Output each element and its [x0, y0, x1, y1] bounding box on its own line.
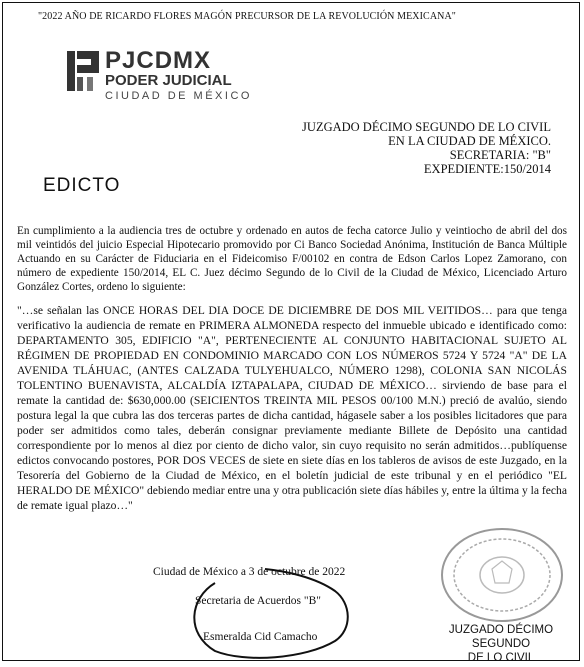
- logo-acronym: PJCDMX: [105, 47, 212, 74]
- document-page: [2, 2, 580, 664]
- court-line-3: SECRETARIA: "B": [449, 148, 551, 162]
- court-heading: [302, 120, 551, 176]
- court-line-4: EXPEDIENTE:150/2014: [423, 162, 551, 176]
- header-motto: "2022 AÑO DE RICARDO FLORES MAGÓN PRECURSOR DE LA REVOLUCIÓN MEXICANA": [38, 11, 456, 22]
- court-line-1: JUZGADO DÉCIMO SEGUNDO DE LO CIVIL: [302, 120, 551, 134]
- body-paragraph: "…se señalan las ONCE HORAS DEL DIA DOCE DE DICIEMBRE DE DOS MIL VEITIDOS… para que tenga verificativo la audiencia de remate en PRIMERA ALMONEDA respecto del inmueble ubicado e identificado como: DEPARTAMENTO 305, EDIFICIO "A", PERTENECIENTE AL CONJUNTO HABITACIONAL SUJETO AL RÉGIMEN DE PROPIEDAD EN CONDOMINIO MARCADO CON LOS NÚMEROS 5724 Y 5724 "A" DE LA AVENIDA TLÁHUAC, (ANTES CALZADA TULYEHUALCO, NÚMERO 1298), COLONIA SAN NICOLÁS TOLENTINO BUENAVISTA, ALCALDÍA IZTAPALAPA, CIUDAD DE MÉXICO… sirviendo de base para el remate la cantidad de: $630,000.00 (SEICIENTOS TREINTA MIL PESOS 00/100 M.N.) preció de avalúo, siendo postura legal la que cubra las dos terceras partes de dicha cantidad, hágasele saber a los posibles licitadores que para poder ser admitidos como tales, deberán consignar previamente mediante Billete de Depósito una cantidad correspondiente por lo menos al diez por ciento de dicho valor, sin cuyo requisito no serán admitidos…publíquense edictos convocando postores, POR DOS VECES de siete en siete días en los tableros de avisos de este Juzgado, en la Tesorería del Gobierno de la Ciudad de México, en el boletín judicial de este tribunal y en el periódico "EL HERALDO DE MÉXICO" debiendo mediar entre una y otra publicación siete días hábiles y, entre la última y la fecha de remate igual plazo…": [17, 303, 568, 512]
- document-title: EDICTO: [43, 175, 121, 196]
- stamp-caption-line-1: JUZGADO DÉCIMO SEGUNDO: [448, 624, 554, 650]
- intro-paragraph: En cumplimiento a la audiencia tres de octubre y ordenado en autos de fecha catorce Julio y veintiocho de abril del dos mil veintidós del juicio Especial Hipotecario promovido por Ci Banco Sociedad Anónima, Institución de Banca Múltiple Actuando en su Carácter de Fiduciaria en el Fideicomiso F/00102 en contra de Edson Carlos Lopez Zamorano, con número de expediente 150/2014, EL C. Juez décimo Segundo de lo Civil de la Ciudad de México, Licenciado Arturo González Cortes, ordeno lo siguiente:: [17, 225, 567, 294]
- signature-name: Esmeralda Cid Camacho: [203, 631, 318, 643]
- handwritten-signature-icon: [185, 563, 355, 661]
- stamp-caption-line-2: DE LO CIVIL: [467, 652, 535, 664]
- logo-institution: PODER JUDICIAL: [105, 72, 232, 89]
- signature-role: Secretaria de Acuerdos "B": [195, 595, 321, 607]
- court-line-2: EN LA CIUDAD DE MÉXICO.: [388, 134, 551, 148]
- signature-place-date: Ciudad de México a 3 de octubre de 2022: [153, 566, 346, 578]
- stamp-caption: [423, 623, 579, 665]
- logo-city: CIUDAD DE MÉXICO: [105, 90, 252, 102]
- court-seal-icon: [437, 523, 567, 623]
- pjcdmx-emblem-icon: [65, 49, 103, 99]
